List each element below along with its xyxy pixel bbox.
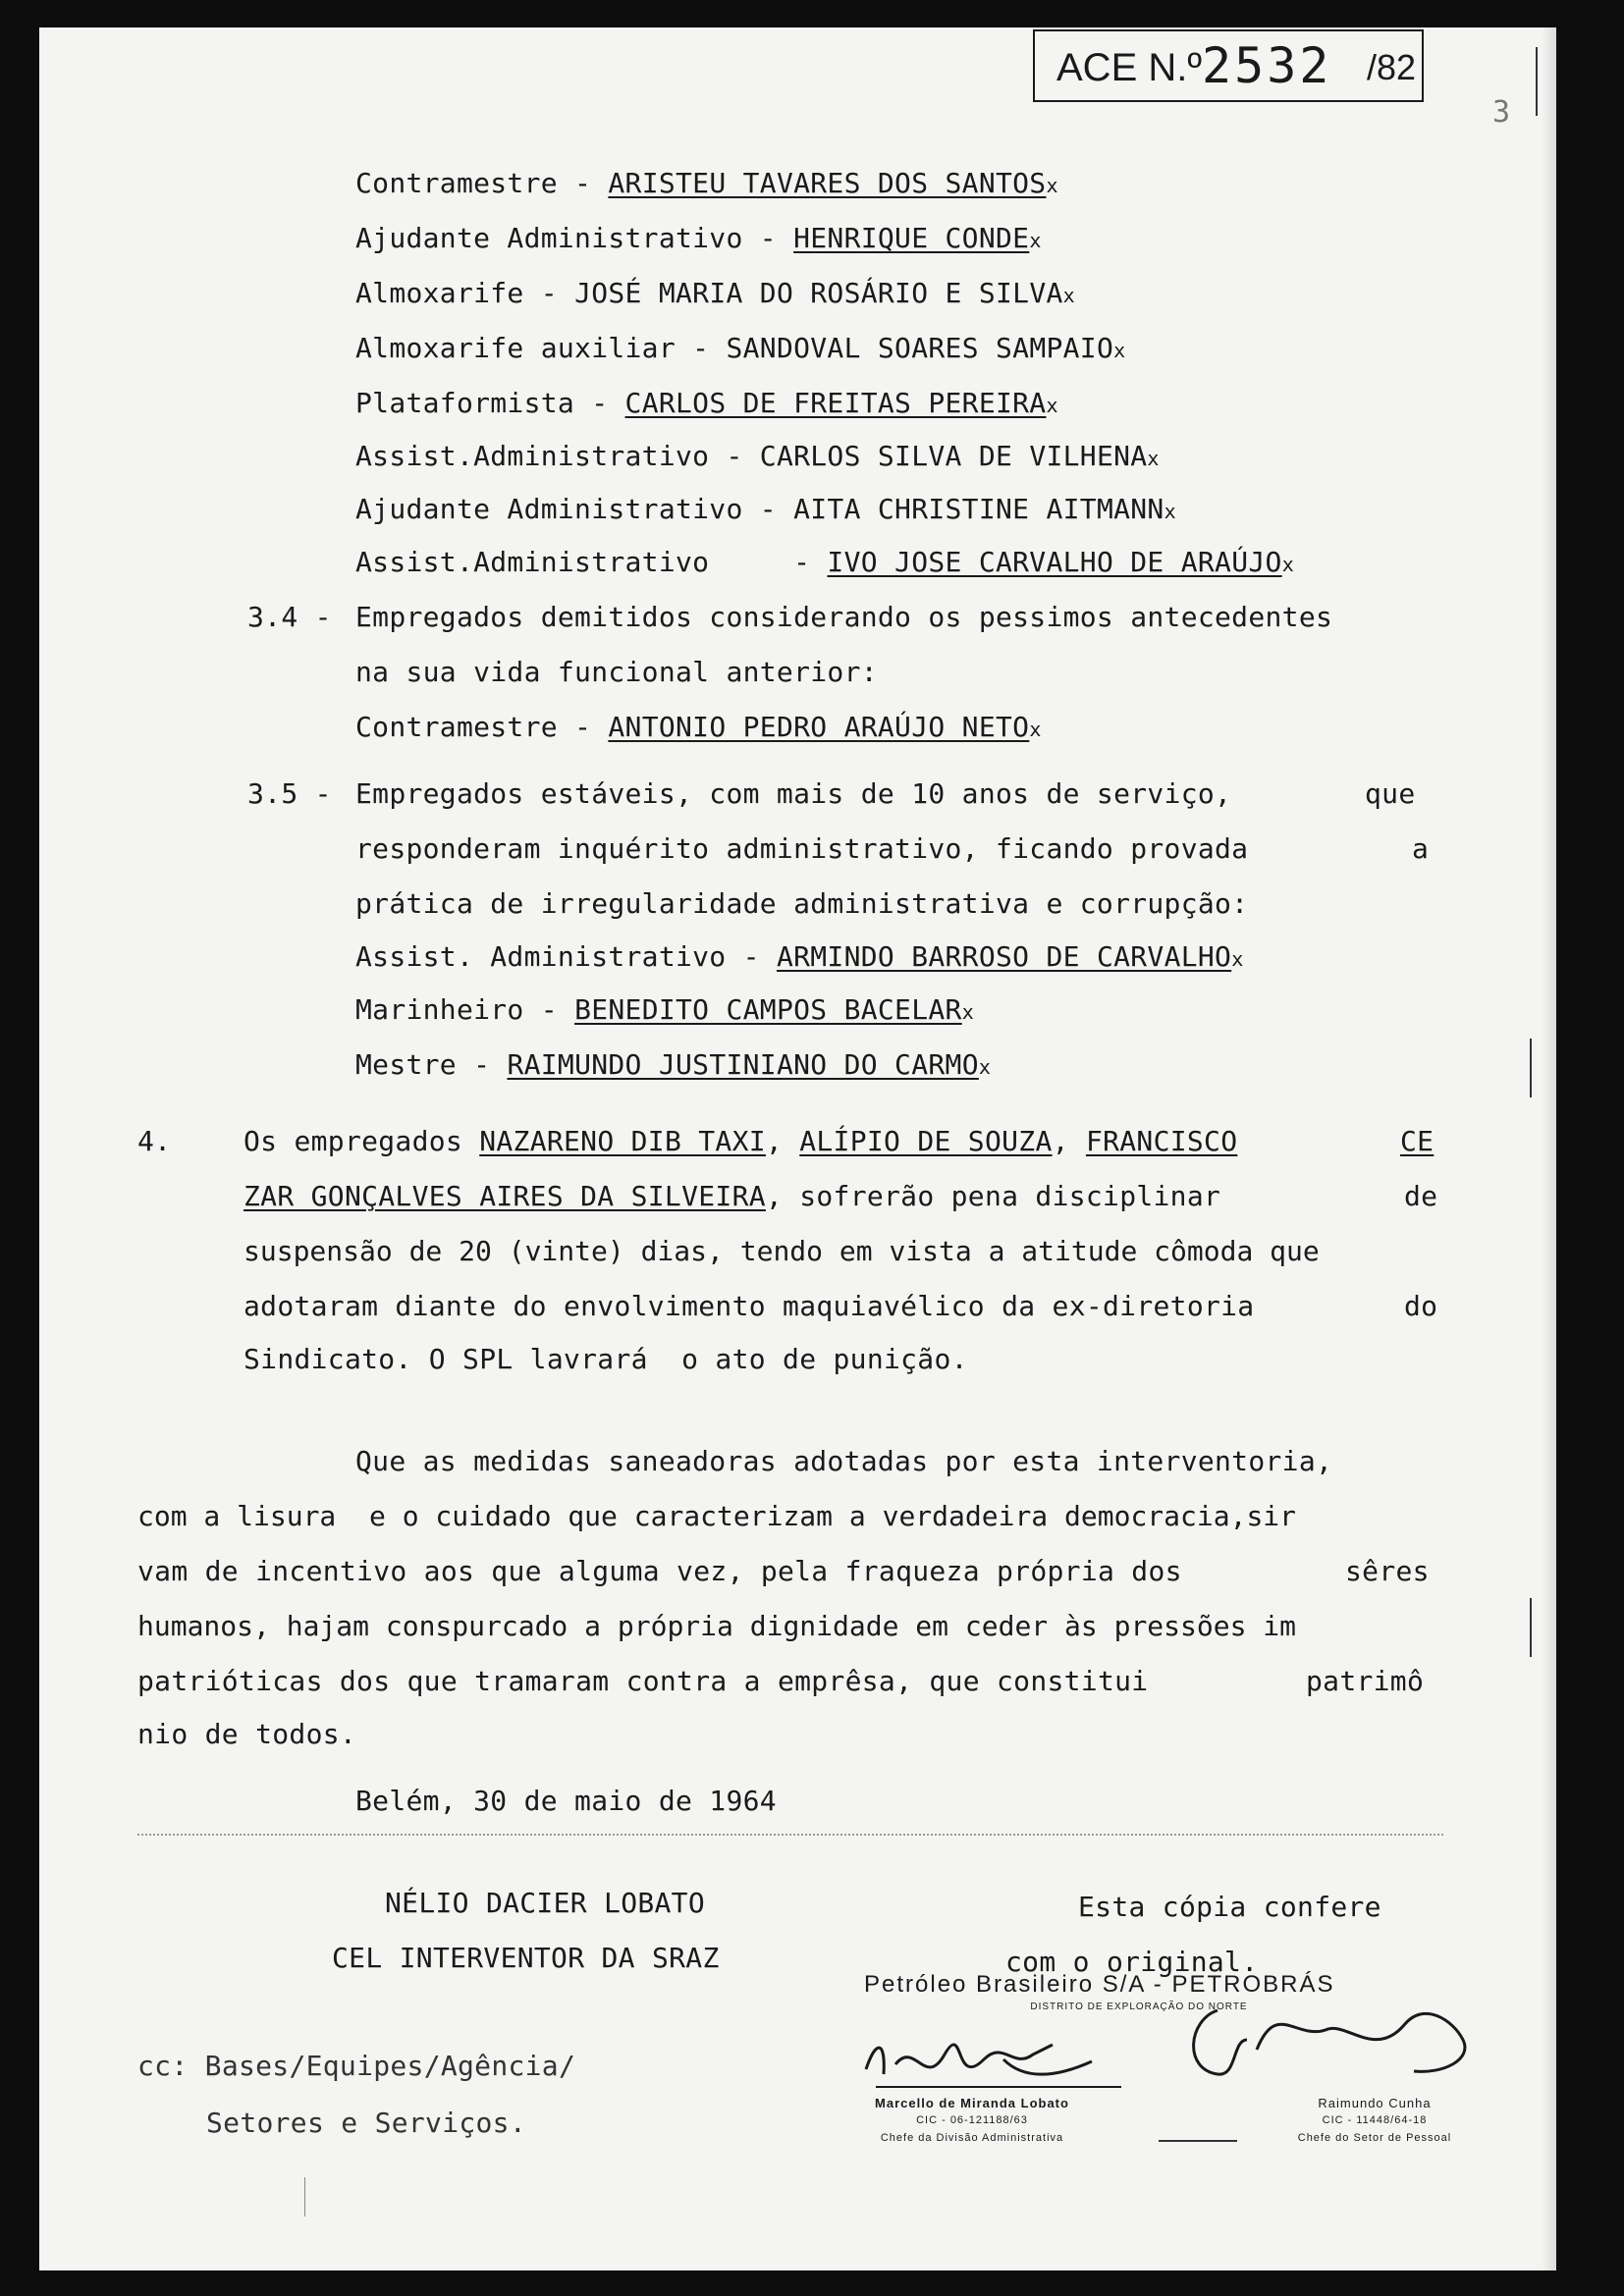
section-number: 4.: [137, 1125, 172, 1157]
margin-mark: [1530, 1039, 1532, 1097]
section-number: 3.5 -: [247, 777, 349, 810]
list-item: Assist.Administrativo - CARLOS SILVA DE VILHENAx: [355, 440, 1160, 472]
cc-label: cc:: [137, 2050, 189, 2082]
employee-name: FRANCISCO: [1085, 1125, 1238, 1157]
check-mark: x: [1046, 174, 1058, 197]
ace-number-box: [1033, 29, 1424, 102]
check-mark: x: [1147, 447, 1160, 470]
stamp-district: DISTRITO DE EXPLORAÇÃO DO NORTE: [1030, 2002, 1248, 2012]
role-label: Assist. Administrativo: [355, 940, 727, 973]
paragraph-line: responderam inquérito administrativo, ficando provada: [355, 832, 1249, 865]
margin-mark: [1530, 1598, 1532, 1657]
role-label: Ajudante Administrativo: [355, 493, 743, 525]
employee-name: RAIMUNDO JUSTINIANO DO CARMO: [507, 1048, 979, 1081]
signatory-title: CEL INTERVENTOR DA SRAZ: [332, 1942, 720, 1974]
list-item: Ajudante Administrativo - HENRIQUE CONDEx: [355, 222, 1042, 254]
signer-2-id: CIC - 11448/64-18: [1322, 2114, 1428, 2126]
paragraph-line: Sindicato. O SPL lavrará o ato de punição.: [244, 1343, 968, 1375]
role-label: Contramestre: [355, 167, 558, 199]
employee-name: JOSÉ MARIA DO ROSÁRIO E SILVA: [574, 277, 1063, 309]
document-page: [39, 27, 1556, 2270]
signature-1-icon: [856, 2001, 1141, 2099]
cc-line: Setores e Serviços.: [206, 2107, 526, 2139]
page-mark: 3: [1492, 95, 1511, 130]
role-label: Assist.Administrativo: [355, 440, 710, 472]
check-mark: x: [1046, 394, 1058, 417]
employee-name: ANTONIO PEDRO ARAÚJO NETO: [608, 711, 1030, 743]
employee-name: CARLOS DE FREITAS PEREIRA: [624, 387, 1047, 419]
employee-name: ARMINDO BARROSO DE CARVALHO: [776, 940, 1232, 973]
margin-mark: [304, 2177, 305, 2216]
check-mark: x: [978, 1055, 992, 1079]
paragraph-line: adotaram diante do envolvimento maquiavélico da ex-diretoria: [244, 1290, 1255, 1322]
list-item: Assist.Administrativo - IVO JOSE CARVALHO DE ARAÚJOx: [355, 546, 1295, 578]
employee-name: CE: [1400, 1125, 1435, 1157]
employee-name: AITA CHRISTINE AITMANN: [793, 493, 1164, 525]
list-item: Contramestre - ARISTEU TAVARES DOS SANTOSx: [355, 167, 1058, 199]
copy-note: com o original.: [1005, 1946, 1259, 1978]
check-mark: x: [1164, 500, 1176, 523]
check-mark: x: [1113, 339, 1126, 362]
list-item: Marinheiro - BENEDITO CAMPOS BACELARx: [355, 993, 975, 1026]
employee-name: IVO JOSE CARVALHO DE ARAÚJO: [827, 546, 1282, 578]
role-label: Marinheiro: [355, 993, 524, 1026]
paragraph-line: com a lisura e o cuidado que caracterizam a verdadeira democracia,sir: [137, 1500, 1297, 1532]
paragraph-line-end: do: [1404, 1290, 1438, 1322]
signatory-name: NÉLIO DACIER LOBATO: [385, 1887, 705, 1919]
employee-name: CARLOS SILVA DE VILHENA: [759, 440, 1148, 472]
company-stamp: Petróleo Brasileiro S/A - PETROBRÁS: [864, 1971, 1335, 1998]
list-item: Almoxarife auxiliar - SANDOVAL SOARES SAMPAIOx: [355, 332, 1126, 364]
signer-2-name: Raimundo Cunha: [1318, 2096, 1432, 2110]
employee-name: HENRIQUE CONDE: [793, 222, 1030, 254]
signer-2-role: Chefe do Setor de Pessoal: [1297, 2132, 1452, 2144]
paragraph-line: ZAR GONÇALVES AIRES DA SILVEIRA, sofrerão pena disciplinar: [244, 1180, 1221, 1212]
signer-1-role: Chefe da Divisão Administrativa: [880, 2132, 1064, 2144]
ace-year: /82: [1367, 47, 1417, 87]
paragraph-line: humanos, hajam conspurcado a própria dignidade em ceder às pressões im: [137, 1610, 1297, 1642]
check-mark: x: [1029, 718, 1042, 741]
ace-label: ACE N.º: [1056, 46, 1202, 89]
list-item: Ajudante Administrativo - AITA CHRISTINE AITMANNx: [355, 493, 1176, 525]
list-item: Contramestre - ANTONIO PEDRO ARAÚJO NETOx: [355, 711, 1042, 743]
check-mark: x: [1281, 553, 1295, 576]
paragraph-line: nio de todos.: [137, 1718, 357, 1750]
document-date: Belém, 30 de maio de 1964: [355, 1785, 777, 1817]
cc-line: cc: Bases/Equipes/Agência/: [137, 2050, 576, 2082]
paragraph-line-end: a: [1412, 832, 1430, 865]
check-mark: x: [1231, 947, 1244, 971]
role-label: Plataformista: [355, 387, 575, 419]
paragraph-line: patrióticas dos que tramaram contra a emprêsa, que constitui: [137, 1665, 1149, 1697]
margin-mark: [1536, 47, 1538, 116]
role-label: Assist.Administrativo: [355, 546, 710, 578]
role-label: Ajudante Administrativo: [355, 222, 743, 254]
list-item: Assist. Administrativo - ARMINDO BARROSO DE CARVALHOx: [355, 940, 1244, 973]
check-mark: x: [1062, 284, 1075, 307]
paragraph-line: vam de incentivo aos que alguma vez, pela fraqueza própria dos: [137, 1555, 1182, 1587]
check-mark: x: [1029, 229, 1042, 252]
employee-name: ARISTEU TAVARES DOS SANTOS: [608, 167, 1047, 199]
dotted-divider: [137, 1834, 1443, 1836]
paragraph-line-end: de: [1404, 1180, 1438, 1212]
role-label: Almoxarife auxiliar: [355, 332, 676, 364]
signer-1-id: CIC - 06-121188/63: [916, 2114, 1028, 2126]
stamp-divider: [1159, 2140, 1237, 2142]
list-item: Mestre - RAIMUNDO JUSTINIANO DO CARMOx: [355, 1048, 992, 1081]
role-label: Mestre: [355, 1048, 457, 1081]
employee-name: ZAR GONÇALVES AIRES DA SILVEIRA: [244, 1180, 766, 1212]
employee-name: NAZARENO DIB TAXI: [479, 1125, 766, 1157]
signature-2-icon: [1178, 1981, 1492, 2089]
copy-note: Esta cópia confere: [1078, 1891, 1381, 1923]
section-number: 3.4 -: [247, 601, 349, 633]
paragraph-line-end: sêres: [1345, 1555, 1430, 1587]
employee-name: ALÍPIO DE SOUZA: [799, 1125, 1053, 1157]
paragraph-line: Que as medidas saneadoras adotadas por esta interventoria,: [355, 1445, 1333, 1477]
role-label: Contramestre: [355, 711, 558, 743]
role-label: Almoxarife: [355, 277, 524, 309]
paragraph-line: na sua vida funcional anterior:: [355, 656, 878, 688]
list-item: Almoxarife - JOSÉ MARIA DO ROSÁRIO E SILVAx: [355, 277, 1075, 309]
paragraph-line: suspensão de 20 (vinte) dias, tendo em vista a atitude cômoda que: [244, 1235, 1320, 1267]
paragraph-line-end: que: [1365, 777, 1416, 810]
paragraph-line: prática de irregularidade administrativa e corrupção:: [355, 887, 1249, 920]
paragraph-line: Os empregados NAZARENO DIB TAXI, ALÍPIO DE SOUZA, FRANCISCO: [244, 1125, 1238, 1157]
employee-name: BENEDITO CAMPOS BACELAR: [574, 993, 962, 1026]
employee-name: SANDOVAL SOARES SAMPAIO: [726, 332, 1114, 364]
paragraph-line-end: patrimô: [1306, 1665, 1425, 1697]
paragraph-line: Empregados estáveis, com mais de 10 anos de serviço,: [355, 777, 1232, 810]
list-item: Plataformista - CARLOS DE FREITAS PEREIRAx: [355, 387, 1058, 419]
signer-1-name: Marcello de Miranda Lobato: [875, 2096, 1069, 2110]
paragraph-line: Empregados demitidos considerando os pessimos antecedentes: [355, 601, 1333, 633]
ace-number: 2532: [1202, 37, 1332, 94]
check-mark: x: [961, 1000, 975, 1024]
